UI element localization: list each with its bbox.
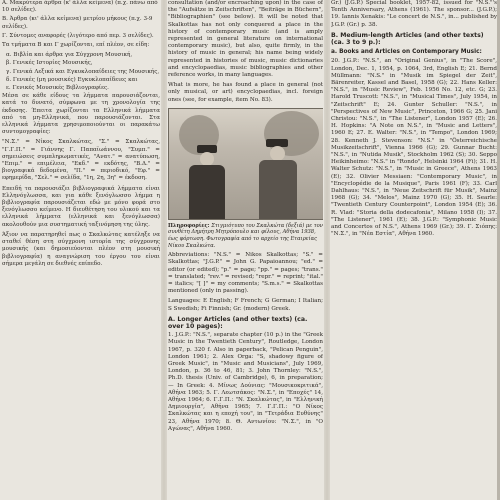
person-left [189, 165, 225, 219]
face [270, 146, 285, 161]
list-item: δ. Γενικές (μη μουσικές) Εγκυκλοπαίδειες και [6, 76, 138, 83]
paragraph: 1. J.G.P.: "N.S.", separate chapter (10 p.) in the "Greek Music in the Twentieth Century", Routledge, London 1967, p. 320 f. Also in paperback, "Pelican Penguin", London 1961; 2. Alex Orga: "S, shadowy figure of Greek Music", in "Music and Musicians", July 1969, London, p. 36 to 46, 81; 3. John Thornley: "N.S.", Ph.D. thesis (Univ. of Cambridge), 6, in preparation; — In Greek: 4. Μίνως Δούνιας: "Μουσικοκριτικά", Αθήνα 1963; 5. Γ. Λεωτσάκος: "Ν.Σ.", in "Εποχές" 14, Αθήνα 1964; 6. Γ.Γ.Π.: "Ν. Σκαλκώτας", in "Ελληνική Δημιουργία", Αθήνα 1965; 7. Γ.Γ.Π.: "Ο Νίκος Σκαλκώτας και η εποχή του", in "Τετράδια Ευθύνης" 23, Αθήνα 1970; 8. Θ. Αντωνίου: "Ν.Σ.", in "Ο Αγώνας", Αθήνα 1960. [168, 332, 323, 432]
section-heading: A. Longer Articles (and other texts) (ca. over 10 pages): [168, 315, 308, 331]
paragraph: consultation (and/or encroaching upon) in the case of the "Aufsätze in Zeitschriften", "Beiträge in Büchern", "Bibliographien" (see below). It will be noted that Skalkottas has not only conquered a place in the history of contemporary music (and is amply represented in general literature on international contemporary music), but also, quite firmly, in the history of music in general; his name being widely represented in histories of music, music dictionaries and encyclopaedias, music bibliographies and other reference works, in many languages. [168, 0, 323, 79]
column-right [331, 0, 497, 242]
list-item: B. Άρθρα (κι' άλλα κείμενα) μετρίου μήκους (π.χ. 3-9 σελίδες). [2, 16, 153, 30]
list-item: β. Γενικές Ιστορίες Μουσικής, [6, 60, 93, 67]
paragraph: What is more, he has found a place in general (not only musical, or art) encyclopaedias, incl. foreign ones (see, for example, item No. 83). [168, 82, 323, 103]
list-item: A. Μακρύτερα άρθρα (κ' άλλα κείμενα) (π.χ. πάνω από 10 σελίδες). [2, 0, 158, 14]
person-right [259, 160, 297, 219]
face [200, 152, 214, 166]
paragraph: Επειδή τα παρουσιάζει βιβλιογραφικά λήμματα είναι Ελληνόγλωσσα, και για κάθε ξενόγλωσσο λήμμα η βιβλιογραφία παρουσιάζεται εδώ με μόνο φορά στο ξενόγλωσσο κείμενο. Η διευθέτηση του υλικού και τα ελληνικά λήμματα (ελληνικά και ξενόγλωσσα) ακολουθούν μια συστηματική ταξινόμηση της ύλης. [2, 185, 160, 228]
paragraph: 20. J.G.P.: "N.S.", an "Original Genius", in "The Score", London, Dec. 1, 1954, p. 1064, 3rd, English E; 21. Bernd Müllmann: "N.S." in "Musik im Spiegel der Zeit", Bärenreiter, Kassel and Basel, 1958 (G); 22. Hans Keller: "N.S.", in "Music Review", Feb. 1956 No. 12, etc. G; 23. Harold Truscott: "N.S.", in "Musical Times", July 1954, in "Zeitschrift" E; 24. Gunter Schuller: "N.S.", in "Perspectives of New Music", Princeton, 1966 G; 25. Jani Christou: "N.S.", in "The Listener", London 1957 (E); 26. H. Hopkins: "A Note on N.S.", in "Music and Letters", 1960 E; 27. E. Walter: "N.S.", in "Tempo", London 1969; 28. Kenneth J. Stevenson: "N.S." in "Österreichische Musikzeitschrift", Vienna 1966 (G); 29. Gunnar Bucht: "N.S.", in "Nutida Musik", Stockholm 1962 (S); 30. Seppo Heikinheimo: "N.S." in "Rondo", Helsinki 1964 (Fi); 31. H. Walter Schutz: "N.S.", in "Music in Greece", Athens 1963 (E); 32. Olivier Messiaen: "Contemporary Music", in "Encyclopédie de la Musique", Paris 1961 (F); 33. Carl Dahlhaus: "N.S.", in "Neue Zeitschrift für Musik", Mainz 1968 (G); 34. "Melos", Mainz 1970 (G); 35. H. Searle: "Twentieth Century Counterpoint", London 1954 (E); 36. R. Vlad: "Storia della dodecafonia", Milano 1958 (I); 37. "The Listener", 1961 (E); 38. J.G.P.: "Symphonic Music and Concertos of N.S.", Athens 1969 (Gr.); 39. Γ. Σιόπης: "Ν.Σ.", in "Νέα Εστία", Αθήνα 1960. [331, 58, 497, 238]
photo-caption [168, 223, 323, 249]
list-item: α. Βιβλία και άρθρα για Σύγχρονη Μουσική, [6, 52, 133, 59]
paragraph: Gr.) (J.G.P.) Special booklet, 1957-82, issued for "N.S."'s Tenth Anniversary, Athens (1961). The sponsor... (J.G.P.); 19. Iannis Xenakis: "Le concert de N.S.", in... published by J.G.P. (Gr.) p. 38. [331, 0, 497, 28]
paragraph: "Ν.Σ." = Νίκος Σκαλκώτας, "Σ." = Σκαλκώτας, "Γ.Γ.Π." = Γιάννης Γ. Παπαϊωάννου, "Συμπ." = σημειώσεις συμπληρωματικές, "Ανατ." = ανατύπωση, "Επιμ." = επιμέλεια, "Εκδ." = εκδότης, "Β.Δ." = βιογραφικά δεδομένα, "Π." = περιοδικό, "Εφ." = εφημερίδα, "Σελ." = σελίδα, "1η, 2η, 3η" = έκδοση. [2, 139, 160, 182]
paragraph: Μέσα σε κάθε είδους τα λήμματα παρουσιάζονται, κατά το δυνατό, σύμφωνα με τη χρονολογία της έκδοσης. Έπειτα χωρίζονται τα Ελληνικά λήμματα από τα μη-Ελληνικά, που παρουσιάζονται. Στα ελληνικά λήμματα χρησιμοποιούνται οι παρακάτω συντομογραφίες: [2, 93, 160, 136]
column-middle [168, 0, 323, 436]
caption-label: Πληροφορίες: [168, 222, 210, 229]
caption-text: Στιγμιότυπο του Σκαλκώτα (δεξιά) με τον συνθέτη Δημήτρη Μητρόπουλο και φίλους, Αθήνα 1938, έως φόρτωση. Φωτογραφία από το αρχείο της Εταιρείας Νίκου Σκαλκώτα. [168, 222, 323, 249]
photograph [168, 108, 323, 220]
paragraph: Άξιον να παρατηρηθεί πως ο Σκαλκώτας κατέληξε να σταθεί θέση στη σύγχρονη ιστορία της σύγχρονης μουσικής (και δημοσιεύονται πλέον στη μουσική βιβλιογραφία) η αναγνώριση του έργου του είναι σήμερα μεγάλη σε διεθνές επίπεδο. [2, 231, 160, 267]
paragraph: Abbreviations: "N.S." = Nikos Skalkottas; "S." = Skalkottas; "J.G.P." = John G. Papaioannou; "ed." = editor (or edited); "p." = page; "pp." = pages; "trans." = translated; "rev." = revised; "repr." = reprint; "ital." = italics; "[ ]" = my comments; "S.m.s." = Skalkottas mentioned (only in passing). [168, 252, 323, 295]
section-heading: B. Medium-length Articles (and other texts) (ca. 3 to 9 p.): [331, 31, 484, 47]
paragraph: Languages: E English; F French; G German; I Italian; S Swedish; Fi Finnish; Gr. (modern) Greek. [168, 298, 323, 312]
list-item: γ. Γενικά Λεξικά και Εγκυκλοπαίδειες της Μουσικής, [6, 68, 160, 75]
subsection-heading: a. Books and Articles on Contemporary Music: [331, 49, 482, 56]
column-left [2, 0, 160, 271]
list-item: Γ. Σύντομες αναφορές (λιγότερο από περ. 3 σελίδες). [2, 32, 154, 39]
paragraph: Τα τμήματα Β και Γ χωρίζονται, επί πλέον, σε είδη: [2, 42, 150, 49]
page-gutter [324, 0, 330, 500]
list-item: ε. Γενικές Μουσικές Βιβλιογραφίες. [6, 85, 109, 92]
page-gutter [161, 0, 167, 500]
